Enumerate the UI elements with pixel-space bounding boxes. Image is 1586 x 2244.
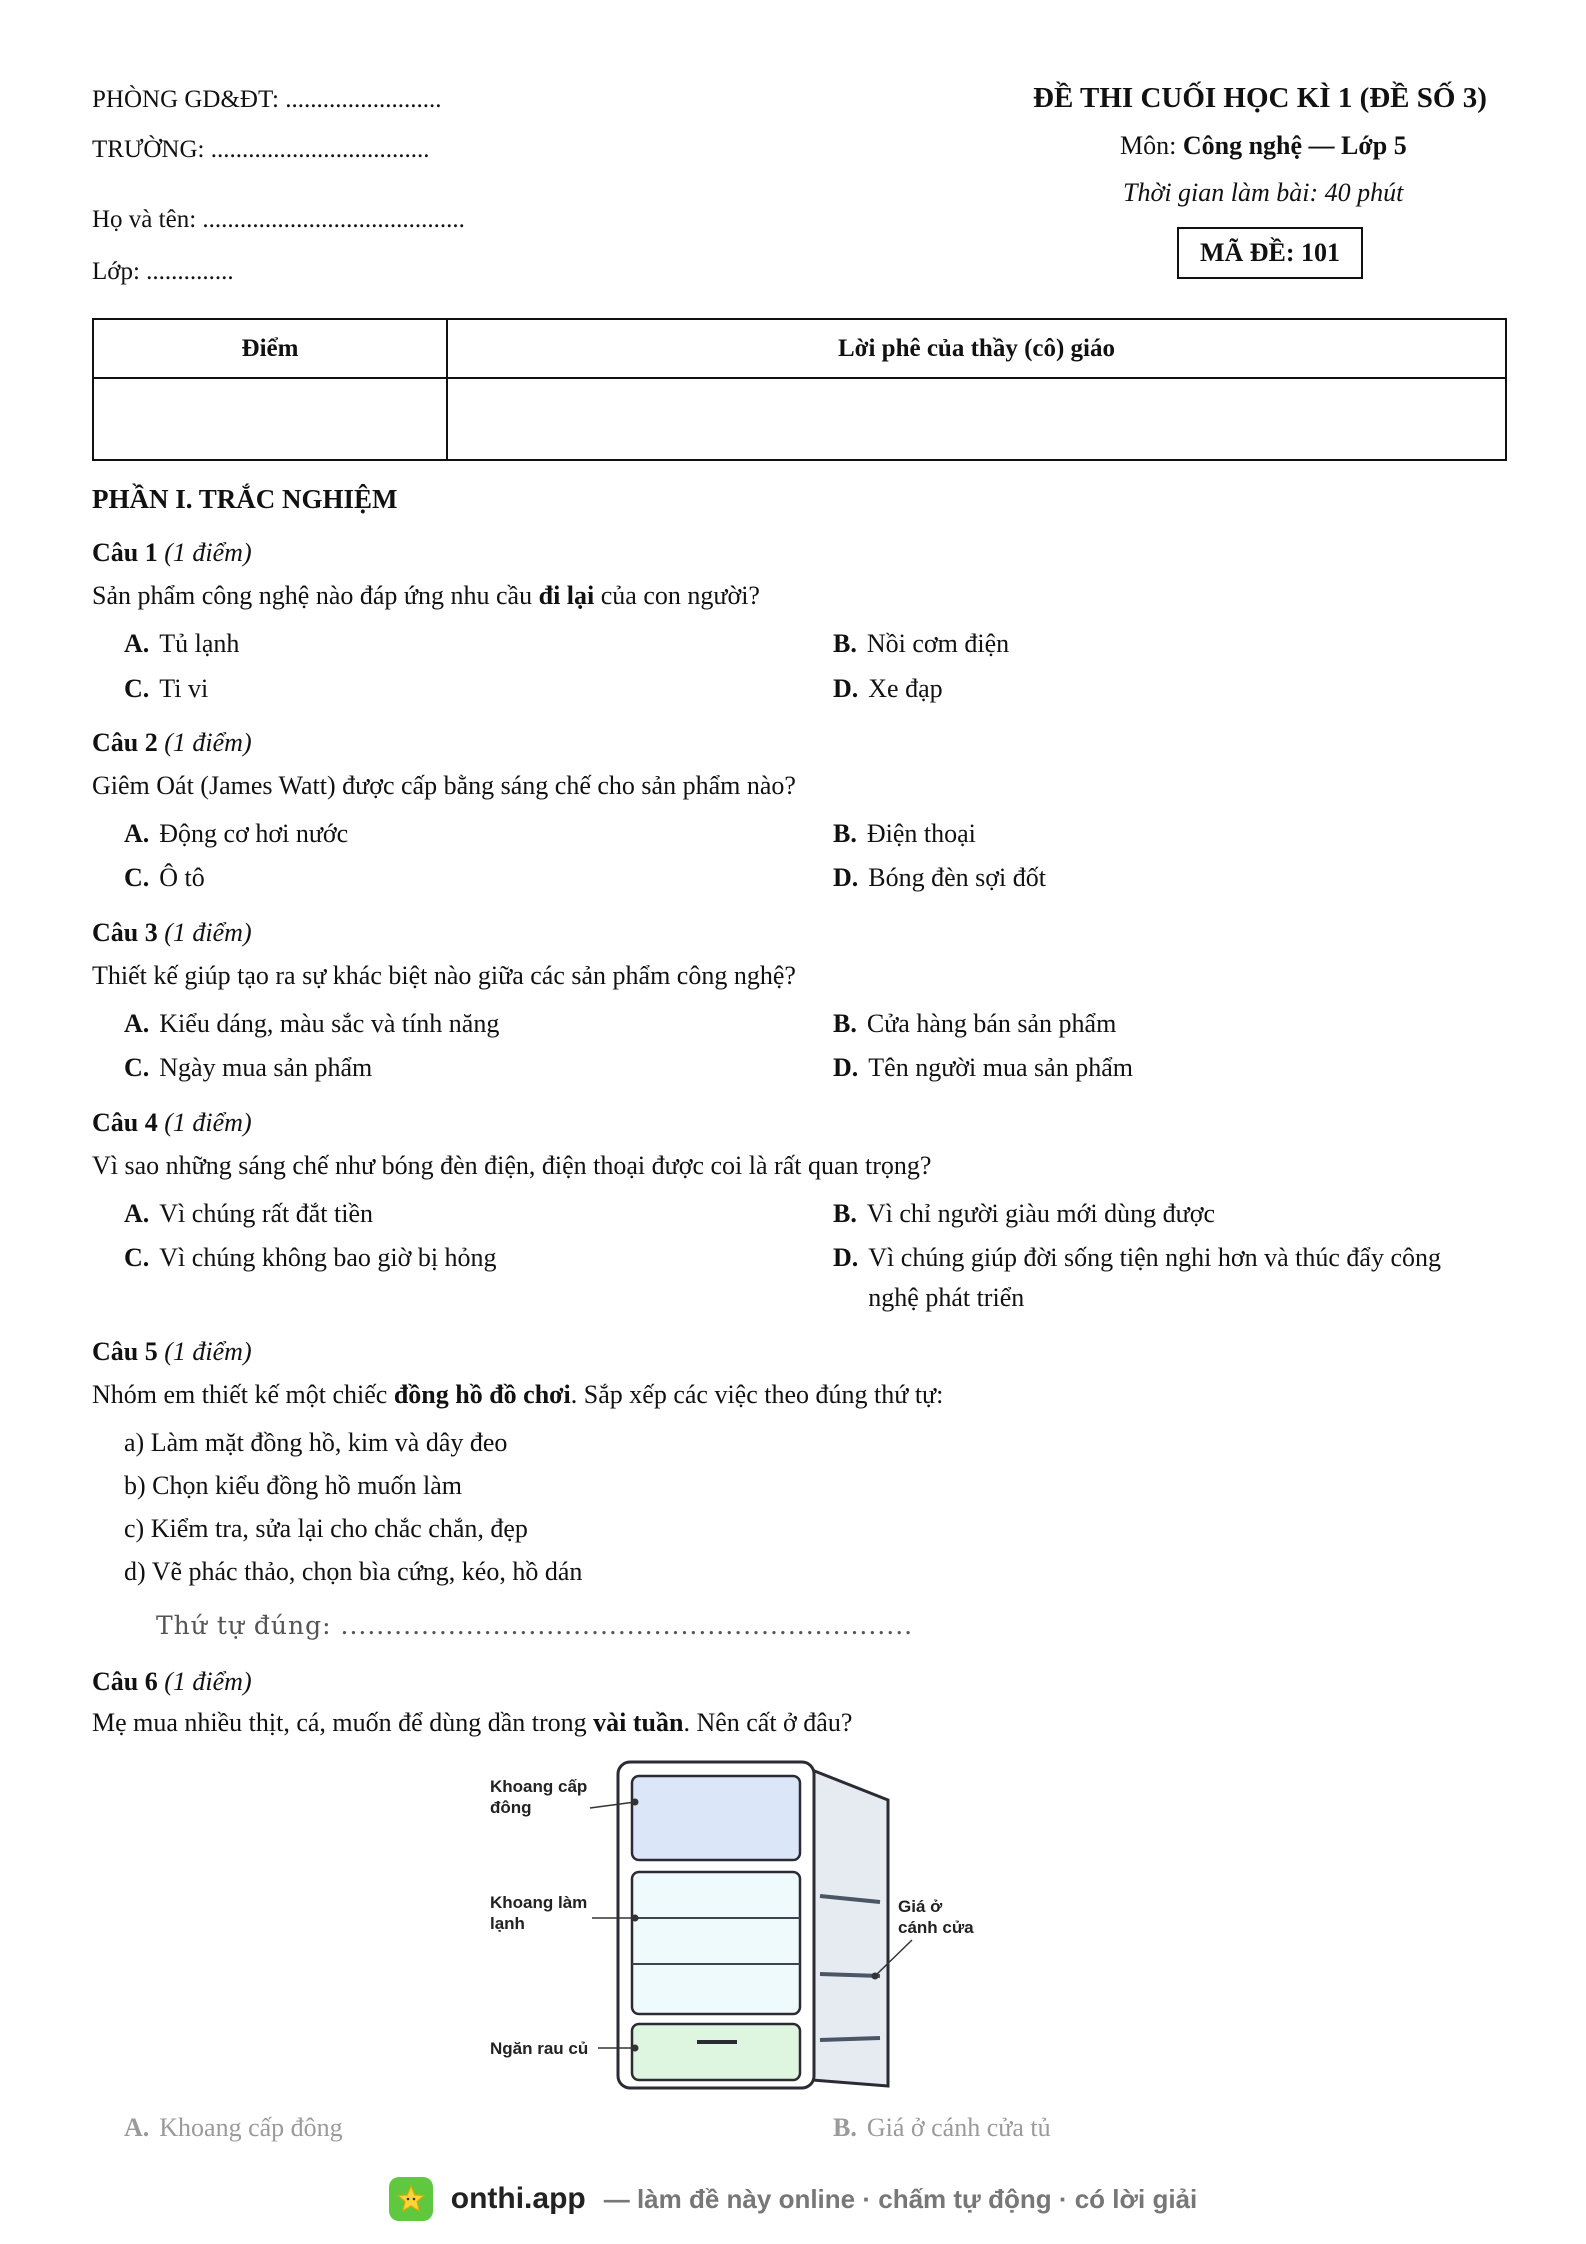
question-6-title [92, 1667, 252, 1697]
score-table [92, 318, 1507, 461]
question-5-title [92, 1337, 252, 1367]
option-letter: B. [833, 819, 857, 848]
question-points: (1 điểm) [164, 1337, 252, 1366]
q2-option-a [124, 819, 348, 849]
step-key: b) [124, 1471, 146, 1500]
question-points: (1 điểm) [164, 538, 252, 567]
question-label: Câu 2 [92, 728, 158, 757]
q2-option-c [124, 863, 205, 893]
q1-option-b [833, 629, 1009, 659]
q4-option-d [833, 1238, 1473, 1318]
option-letter: D. [833, 674, 859, 703]
door-shelf-middle [820, 1974, 880, 1976]
option-letter: A. [124, 1009, 150, 1038]
q5-answer-line: Thứ tự đúng: ................................................................ [156, 1611, 914, 1640]
freezer-compartment [632, 1776, 800, 1860]
option-letter: D. [833, 863, 859, 892]
question-points: (1 điểm) [164, 1108, 252, 1137]
footer-tagline: — làm đề này online · chấm tự động · có lời giải [603, 2183, 1198, 2214]
question-2-title [92, 728, 252, 758]
question-label: Câu 5 [92, 1337, 158, 1366]
option-text: Cửa hàng bán sản phẩm [866, 1009, 1117, 1038]
door-shelf-bottom [820, 2038, 880, 2040]
question-4-title [92, 1108, 252, 1138]
option-letter: A. [124, 1199, 150, 1228]
question-label: Câu 3 [92, 918, 158, 947]
question-points: (1 điểm) [164, 728, 252, 757]
student-name-field: Họ và tên: .......................................... [92, 206, 465, 233]
subject-value: Công nghệ — Lớp 5 [1182, 131, 1407, 160]
question-1-text [92, 581, 760, 611]
question-points: (1 điểm) [164, 1667, 252, 1696]
fridge-pointer-dot [632, 1915, 639, 1922]
option-letter: C. [124, 674, 150, 703]
option-text: Vì chúng rất đắt tiền [159, 1199, 373, 1228]
q5-step-b [124, 1471, 462, 1501]
time-limit: Thời gian làm bài: 40 phút [1123, 178, 1404, 207]
q3-option-a [124, 1009, 499, 1039]
vegetable-drawer [632, 2024, 800, 2080]
question-label: Câu 4 [92, 1108, 158, 1137]
q6-option-a [124, 2113, 343, 2143]
question-label: Câu 1 [92, 538, 158, 567]
question-5-text [92, 1380, 943, 1410]
question-text-part: Nhóm em thiết kế một chiếc [92, 1380, 394, 1409]
option-text: Động cơ hơi nước [159, 819, 349, 848]
option-text: Ti vi [159, 674, 209, 703]
question-text-part: . Sắp xếp các việc theo đúng thứ tự: [570, 1380, 944, 1409]
option-text: Tên người mua sản phẩm [868, 1053, 1133, 1082]
option-text: Giá ở cánh cửa tủ [866, 2113, 1051, 2142]
option-text: Xe đạp [868, 674, 943, 703]
q3-option-d [833, 1053, 1133, 1083]
question-text-part: của con người? [594, 581, 760, 610]
q1-option-a [124, 629, 239, 659]
option-letter: D. [833, 1243, 859, 1272]
question-text-bold: vài tuần [593, 1708, 684, 1737]
q4-option-a [124, 1199, 373, 1229]
fridge-compartment [632, 1872, 800, 2014]
step-key: c) [124, 1514, 145, 1543]
onthi-logo[interactable] [389, 2177, 433, 2221]
option-text: Ngày mua sản phẩm [159, 1053, 373, 1082]
q3-option-b [833, 1009, 1116, 1039]
option-letter: B. [833, 2113, 857, 2142]
q5-step-d [124, 1557, 582, 1587]
step-text: Vẽ phác thảo, chọn bìa cứng, kéo, hồ dán [151, 1557, 583, 1586]
question-points: (1 điểm) [164, 918, 252, 947]
option-letter: C. [124, 1243, 150, 1272]
option-letter: A. [124, 2113, 150, 2142]
q1-option-d [833, 674, 943, 704]
section-title: PHẦN I. TRẮC NGHIỆM [92, 484, 398, 514]
option-text: Nồi cơm điện [866, 629, 1010, 658]
option-text: Tủ lạnh [159, 629, 240, 658]
score-cell [93, 378, 447, 460]
step-text: Chọn kiểu đồng hồ muốn làm [152, 1471, 462, 1500]
question-4-text: Vì sao những sáng chế như bóng đèn điện, điện thoại được coi là rất quan trọng? [92, 1151, 932, 1180]
option-text: Khoang cấp đông [159, 2113, 343, 2142]
door-label-line1: Giá ở [898, 1897, 943, 1916]
option-letter: A. [124, 629, 150, 658]
door-label-line2: cánh cửa [898, 1918, 974, 1937]
step-text: Làm mặt đồng hồ, kim và dây đeo [150, 1428, 508, 1457]
freezer-pointer-dot [632, 1799, 639, 1806]
score-header: Điểm [93, 319, 447, 378]
class-field: Lớp: .............. [92, 258, 234, 285]
option-text: Bóng đèn sợi đốt [868, 863, 1046, 892]
q5-step-a [124, 1428, 507, 1458]
school-field: TRƯỜNG: ................................... [92, 136, 430, 163]
question-2-text: Giêm Oát (James Watt) được cấp bằng sáng chế cho sản phẩm nào? [92, 771, 796, 800]
brand-name[interactable]: onthi.app [450, 2182, 586, 2215]
step-key: d) [124, 1557, 146, 1586]
freezer-label-line2: đông [490, 1798, 532, 1817]
exam-code-box: MÃ ĐỀ: 101 [1177, 227, 1363, 279]
comment-cell [447, 378, 1506, 460]
question-label: Câu 6 [92, 1667, 158, 1696]
question-3-text: Thiết kế giúp tạo ra sự khác biệt nào giữa các sản phẩm công nghệ? [92, 961, 796, 990]
option-text: Kiểu dáng, màu sắc và tính năng [159, 1009, 500, 1038]
q1-option-c [124, 674, 208, 704]
vegetable-label: Ngăn rau củ [490, 2039, 589, 2058]
question-text-part: Mẹ mua nhiều thịt, cá, muốn để dùng dần trong [92, 1708, 594, 1737]
step-key: a) [124, 1428, 145, 1457]
q3-option-c [124, 1053, 372, 1083]
question-text-part: Sản phẩm công nghệ nào đáp ứng nhu cầu [92, 581, 539, 610]
freezer-label-line1: Khoang cấp [490, 1777, 588, 1796]
option-letter: B. [833, 629, 857, 658]
subject-line [1120, 131, 1407, 161]
option-letter: B. [833, 1199, 857, 1228]
q5-step-c [124, 1514, 528, 1544]
option-letter: C. [124, 1053, 150, 1082]
option-letter: A. [124, 819, 150, 848]
star-icon [396, 2184, 426, 2214]
q2-option-b [833, 819, 976, 849]
option-letter: B. [833, 1009, 857, 1038]
q4-option-b [833, 1199, 1215, 1229]
door-pointer-dot [872, 1973, 879, 1980]
option-text: Ô tô [159, 863, 205, 892]
option-text: Vì chúng không bao giờ bị hỏng [159, 1243, 497, 1272]
question-text-part: . Nên cất ở đâu? [683, 1708, 853, 1737]
question-6-text [92, 1708, 852, 1738]
option-text: Vì chỉ người giàu mới dùng được [866, 1199, 1216, 1228]
option-text: Điện thoại [866, 819, 976, 848]
option-letter: D. [833, 1053, 859, 1082]
subject-prefix: Môn: [1120, 131, 1183, 160]
fridge-label-line2: lạnh [490, 1914, 525, 1933]
option-letter: C. [124, 863, 150, 892]
question-1-title [92, 538, 252, 568]
q6-option-b [833, 2113, 1051, 2143]
exam-title: ĐỀ THI CUỐI HỌC KÌ 1 (ĐỀ SỐ 3) [1033, 82, 1487, 114]
q4-option-c [124, 1243, 497, 1273]
question-text-bold: đi lại [538, 581, 595, 610]
question-3-title [92, 918, 252, 948]
step-text: Kiểm tra, sửa lại cho chắc chắn, đẹp [150, 1514, 528, 1543]
q2-option-d [833, 863, 1046, 893]
comment-header: Lời phê của thầy (cô) giáo [447, 319, 1506, 378]
vegetable-pointer-dot [632, 2045, 639, 2052]
fridge-diagram [480, 1750, 1000, 2100]
fridge-label-line1: Khoang làm [490, 1893, 588, 1912]
option-text: Vì chúng giúp đời sống tiện nghi hơn và thúc đẩy công nghệ phát triển [868, 1243, 1441, 1312]
question-text-bold: đồng hồ đồ chơi [393, 1380, 571, 1409]
footer-banner[interactable] [0, 2176, 1586, 2222]
department-field: PHÒNG GD&ĐT: ......................... [92, 86, 442, 113]
